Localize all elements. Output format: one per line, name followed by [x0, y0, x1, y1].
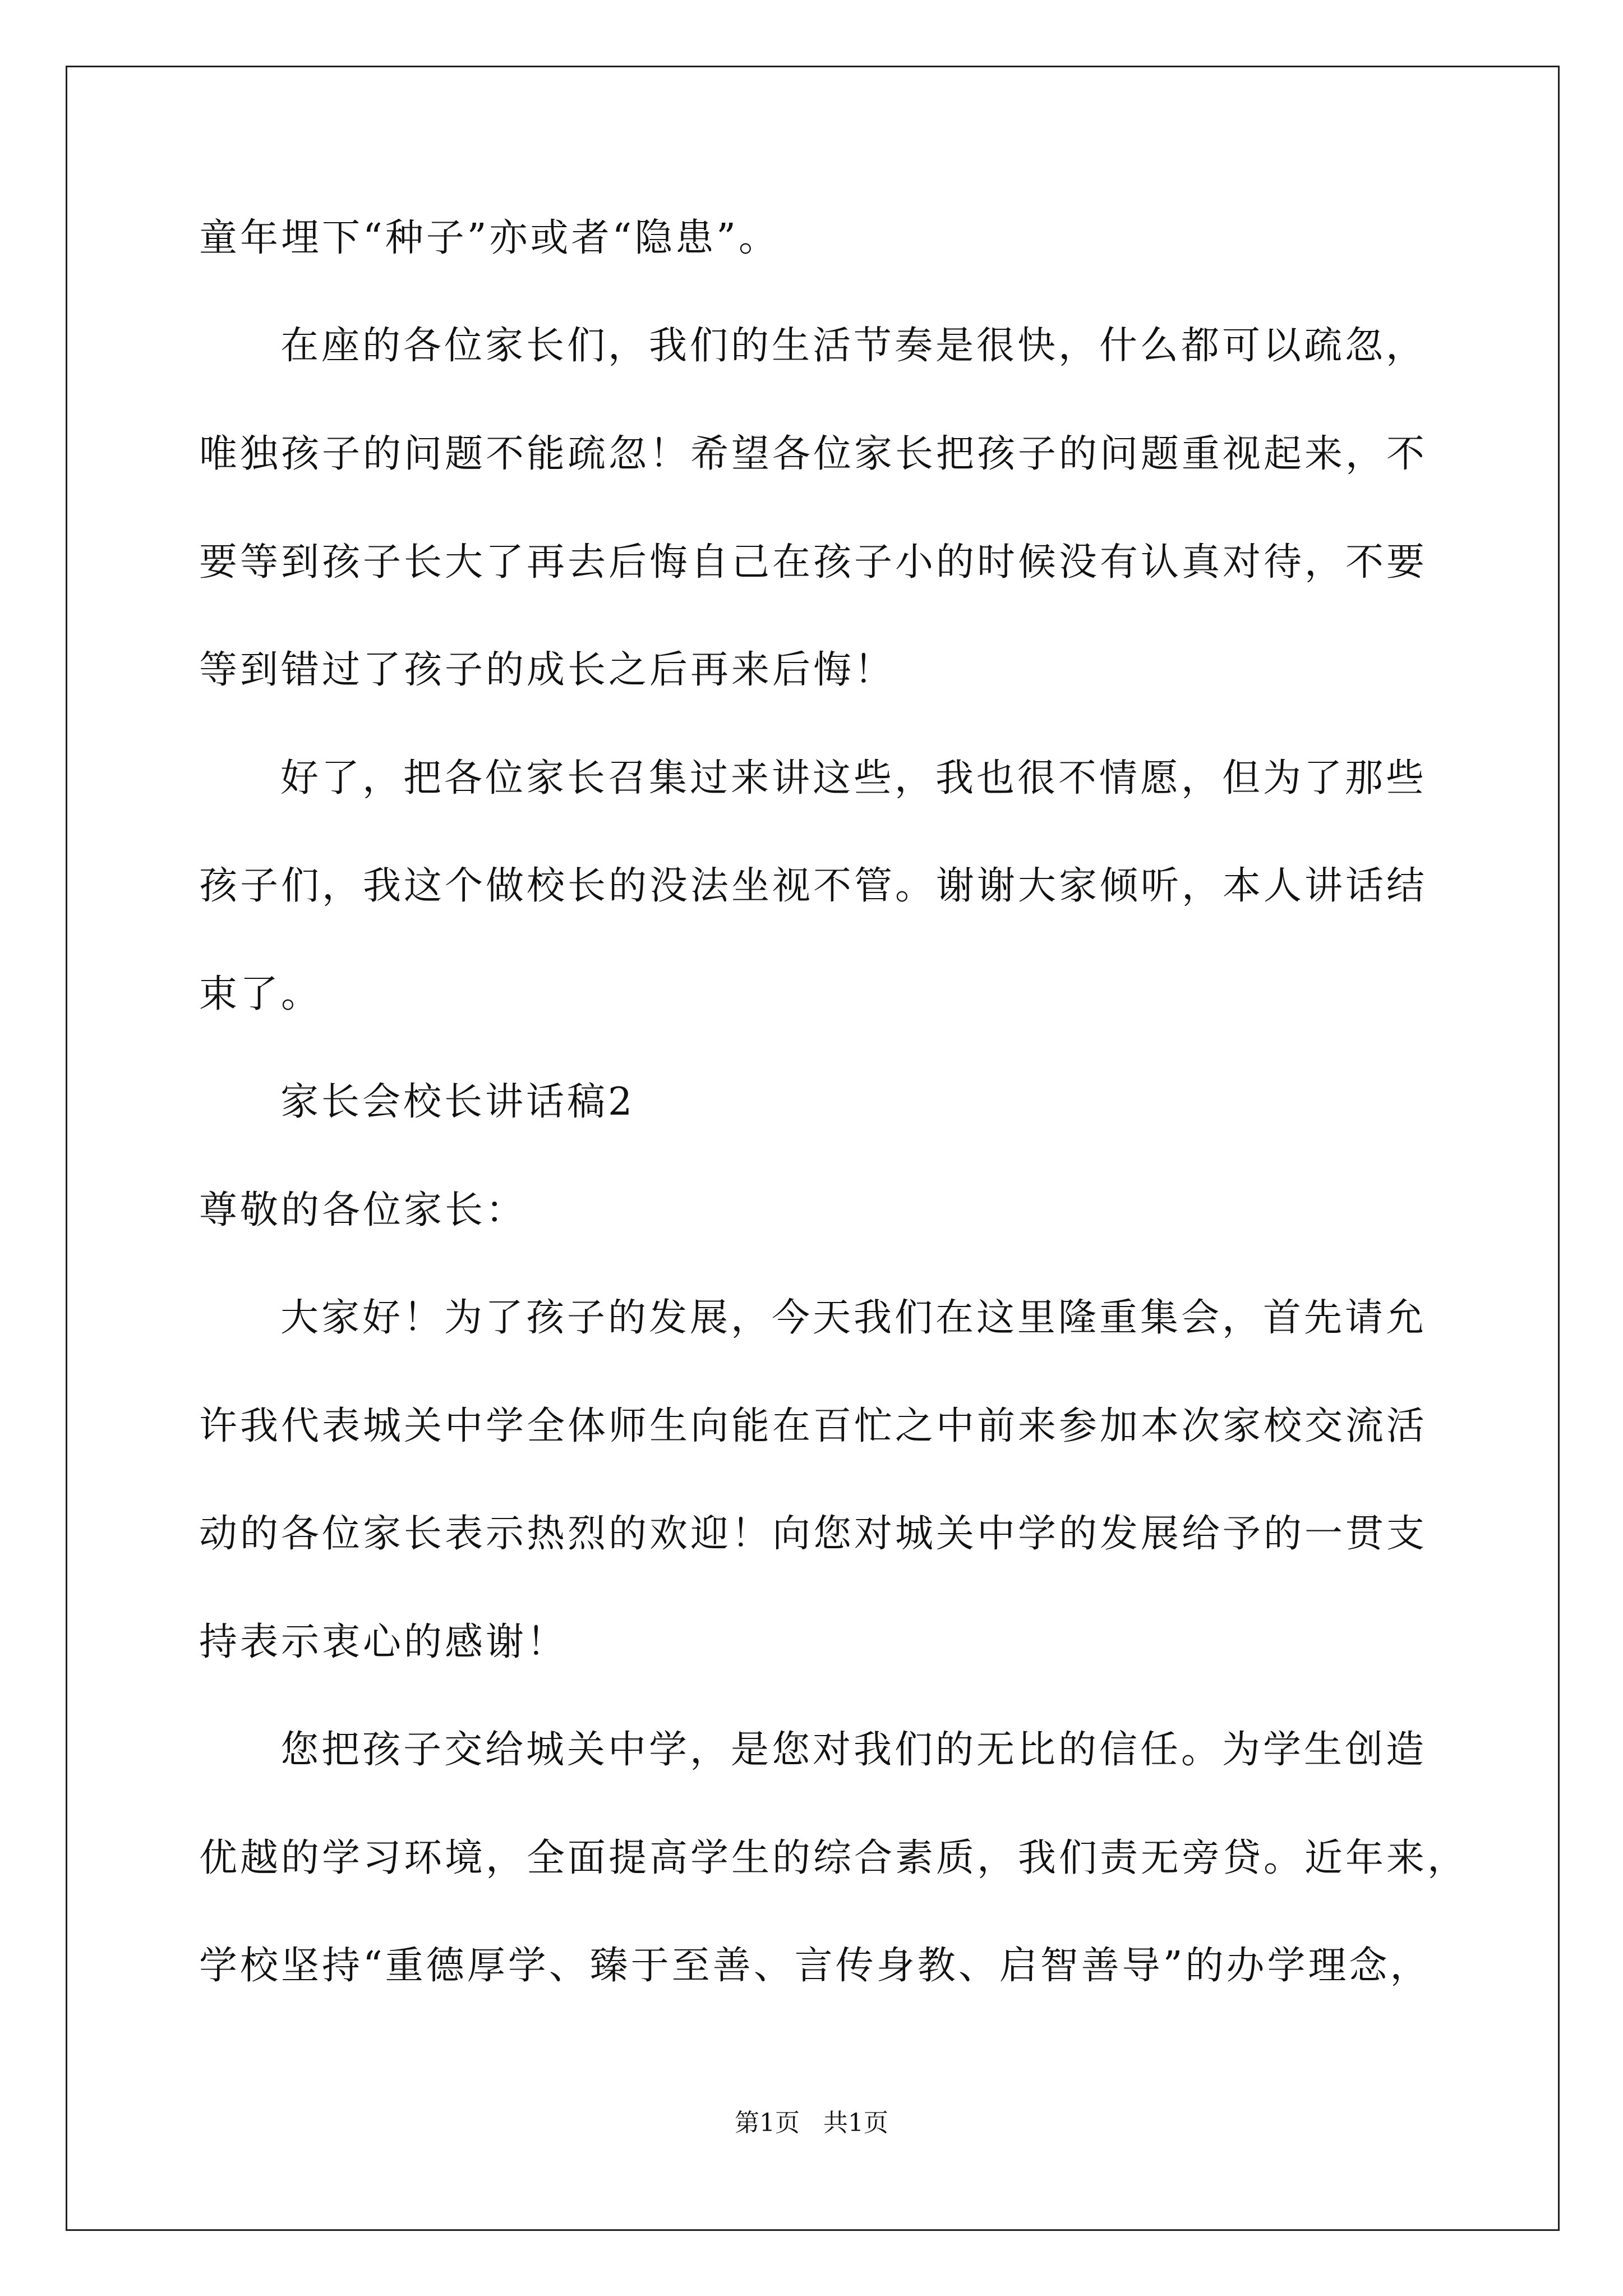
- text-line: 唯独孩子的问题不能疏忽！希望各位家长把孩子的问题重视起来，不: [199, 432, 1428, 476]
- text-line: 大家好！为了孩子的发展，今天我们在这里隆重集会，首先请允: [280, 1296, 1427, 1340]
- text-line: 学校坚持“重德厚学、臻于至善、言传身教、启智善导”的办学理念，: [199, 1944, 1431, 1988]
- text-line: 许我代表城关中学全体师生向能在百忙之中前来参加本次家校交流活: [199, 1404, 1428, 1448]
- text-line: 在座的各位家长们，我们的生活节奏是很快，什么都可以疏忽，: [280, 324, 1427, 368]
- section-heading: 家长会校长讲话稿2: [280, 1080, 635, 1124]
- text-line: 您把孩子交给城关中学，是您对我们的无比的信任。为学生创造: [280, 1728, 1427, 1772]
- text-line: 等到错过了孩子的成长之后再来后悔！: [199, 648, 896, 692]
- text-line: 束了。: [199, 972, 322, 1016]
- text-line: 优越的学习环境，全面提高学生的综合素质，我们责无旁贷。近年来，: [199, 1836, 1469, 1880]
- text-line: 要等到孩子长大了再去后悔自己在孩子小的时候没有认真对待，不要: [199, 540, 1428, 585]
- text-line: 好了，把各位家长召集过来讲这些，我也很不情愿，但为了那些: [280, 756, 1427, 800]
- page-border: [66, 66, 1560, 2231]
- text-line: 童年埋下“种子”亦或者“隐患”。: [199, 216, 780, 260]
- text-line: 持表示衷心的感谢！: [199, 1620, 568, 1664]
- salutation: 尊敬的各位家长：: [199, 1188, 527, 1232]
- page-number-footer: 第1页 共1页: [735, 2109, 888, 2137]
- text-line: 动的各位家长表示热烈的欢迎！向您对城关中学的发展给予的一贯支: [199, 1512, 1428, 1556]
- text-line: 孩子们，我这个做校长的没法坐视不管。谢谢大家倾听，本人讲话结: [199, 864, 1428, 908]
